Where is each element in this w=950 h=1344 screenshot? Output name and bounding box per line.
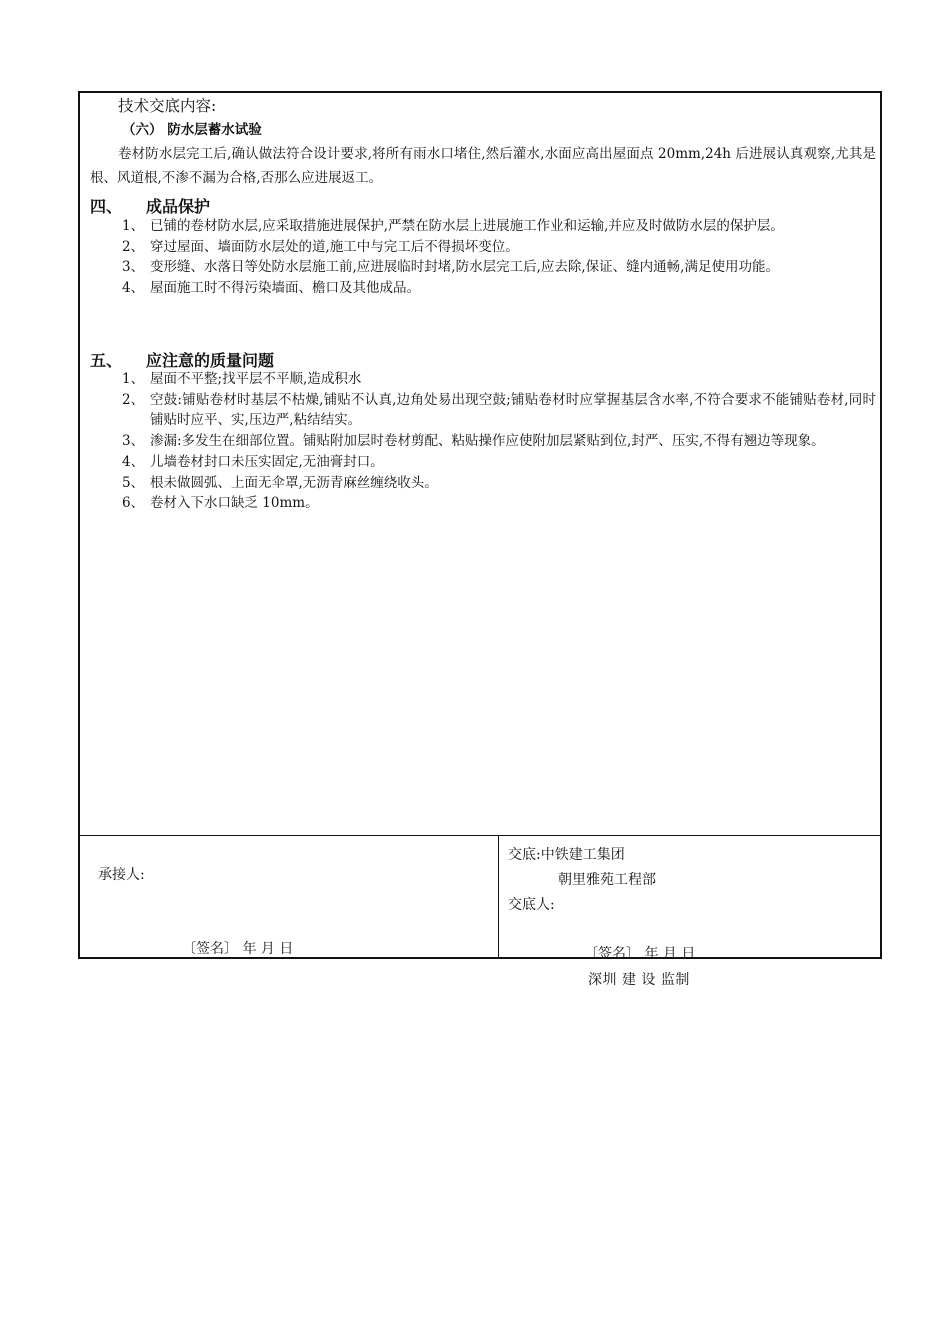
footer-note: 深圳 建 设 监制 <box>588 972 690 988</box>
column-divider <box>498 836 499 957</box>
discloser-signature-date: 〔签名〕 年 月 日 <box>584 946 696 962</box>
list-item: 2、 空鼓:铺贴卷材时基层不枯燥,铺贴不认真,边角处易出现空鼓;铺贴卷材时应掌握基层含水率,不符合要求不能铺贴卷材,同时铺贴时应平、实,压边严,粘结结实。 <box>122 391 876 429</box>
discloser-label: 交底人: <box>508 897 555 913</box>
section-5-heading <box>90 348 274 371</box>
signature-area <box>80 835 880 962</box>
receiver-label: 承接人: <box>98 867 145 883</box>
list-item: 1、 已铺的卷材防水层,应采取措施进展保护,严禁在防水层上进展施工作业和运输,并应及时做防水层的保护层。 <box>122 218 784 234</box>
section-4-number: 四、 <box>90 197 123 216</box>
section-4-heading <box>90 194 210 217</box>
list-item: 3、 变形缝、水落日等处防水层施工前,应进展临时封堵,防水层完工后,应去除,保证、缝内通畅,满足使用功能。 <box>122 259 779 276</box>
list-item: 5、 根未做圆弧、上面无伞罩,无沥青麻丝缠绕收头。 <box>122 474 438 491</box>
section-4-title: 成品保护 <box>146 197 211 216</box>
disclosure-department: 朝里雅苑工程部 <box>558 872 656 888</box>
list-item: 1、 屋面不平整;找平层不平顺,造成积水 <box>122 371 362 387</box>
list-item: 4、 儿墙卷材封口未压实固定,无油膏封口。 <box>122 453 384 470</box>
intro-label: 技术交底内容: <box>118 97 217 115</box>
section-5-number: 五、 <box>90 351 123 370</box>
subheading: （六） 防水层蓄水试验 <box>122 122 262 138</box>
receiver-signature-date: 〔签名〕 年 月 日 <box>182 941 294 957</box>
test-paragraph: 卷材防水层完工后,确认做法符合设计要求,将所有雨水口堵住,然后灌水,水面应高出屋面点 20mm,24h 后进展认真观察,尤其是根、风道根,不渗不漏为合格,否那么应进展返工。 <box>90 146 876 186</box>
section-5-title: 应注意的质量问题 <box>146 351 275 370</box>
section-4-list <box>122 216 876 299</box>
section-5-list <box>122 369 876 514</box>
list-item: 3、 渗漏:多发生在细部位置。铺贴附加层时卷材剪配、粘贴操作应使附加层紧贴到位,封严、压实,不得有翘边等现象。 <box>122 433 825 450</box>
list-item: 2、 穿过屋面、墙面防水层处的道,施工中与完工后不得损坏变位。 <box>122 238 519 255</box>
content-area <box>80 93 880 835</box>
disclosure-company: 交底:中铁建工集团 <box>508 847 625 863</box>
list-item: 6、 卷材入下水口缺乏 10mm。 <box>122 495 319 512</box>
list-item: 4、 屋面施工时不得污染墙面、檐口及其他成品。 <box>122 280 420 297</box>
disclosure-form <box>78 91 882 962</box>
